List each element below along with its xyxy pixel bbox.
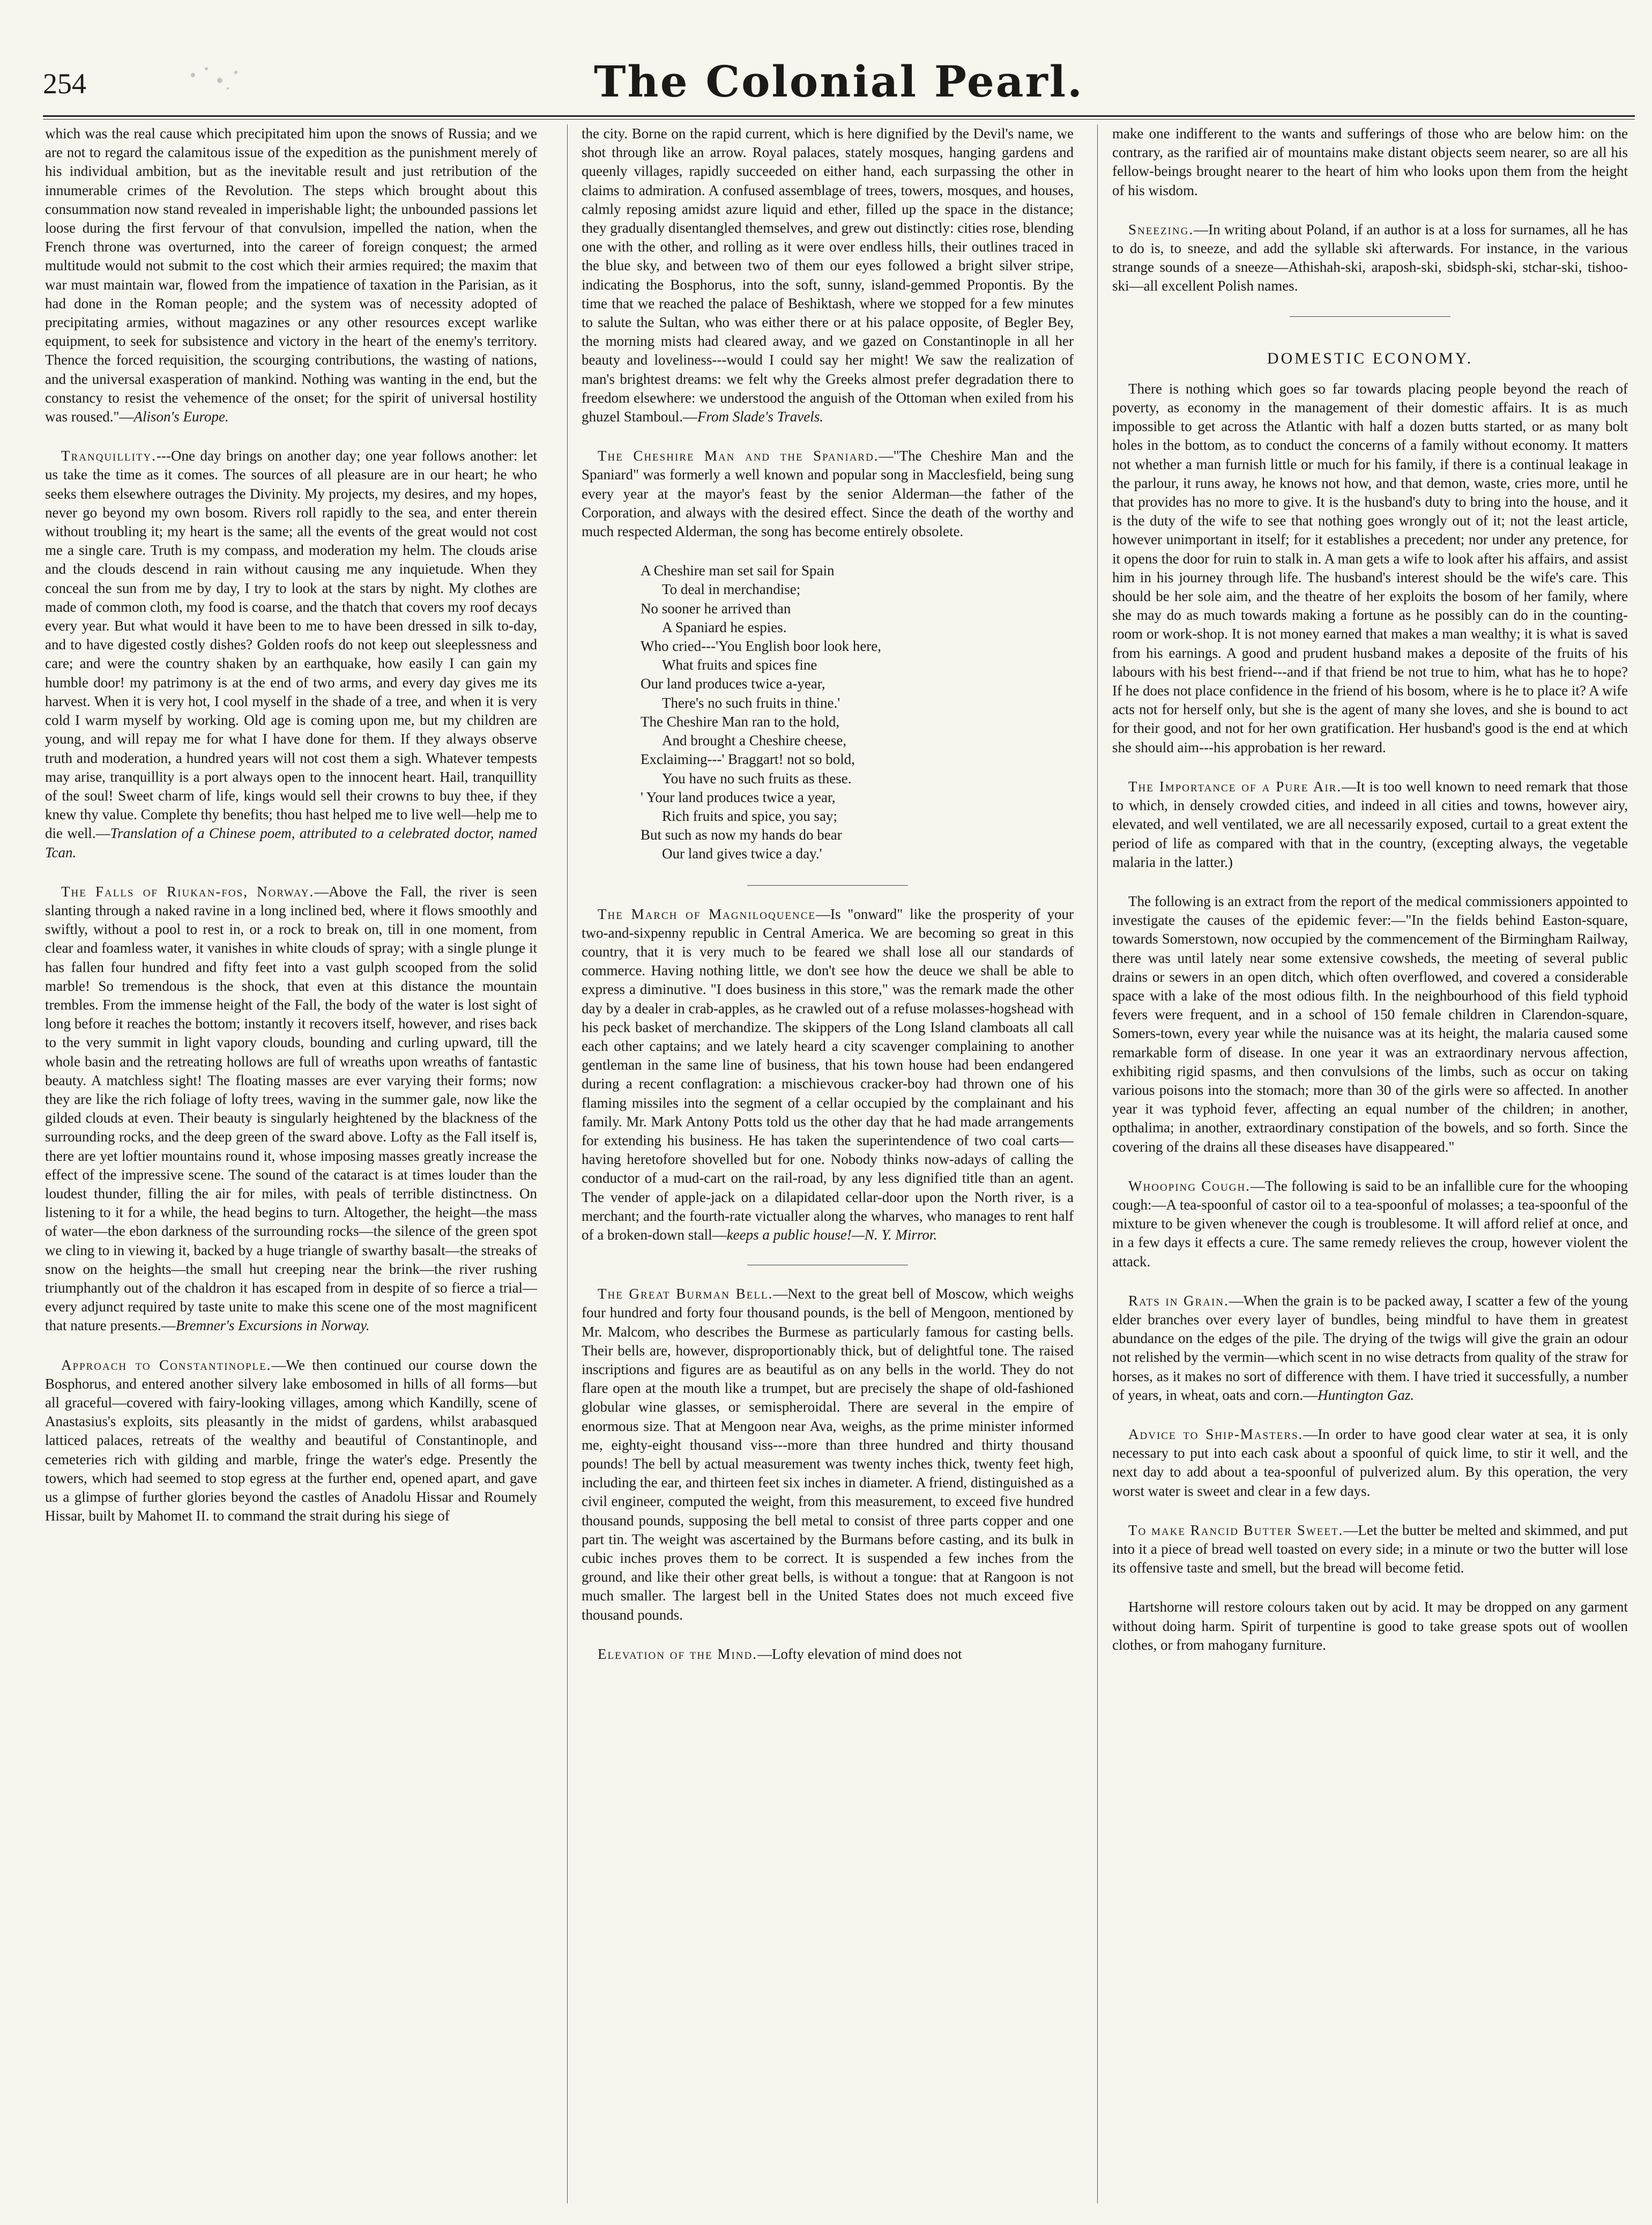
- article-heading: Sneezing.: [1128, 221, 1194, 238]
- poem-line: No sooner he arrived than: [641, 600, 791, 617]
- poem-line: ' Your land produces twice a year,: [641, 789, 836, 805]
- article-hartshorne: Hartshorne will restore colours taken out by acid. It may be dropped on any garment without doing harm. Spirit of turpentine is good to take grease spots out of woollen clothes, or from mahogany furniture.: [1112, 1599, 1628, 1653]
- poem-line: The Cheshire Man ran to the hold,: [641, 713, 840, 730]
- article-heading: Tranquillity.: [61, 448, 157, 464]
- poem-line: You have no such fruits as these.: [662, 770, 852, 787]
- article-whooping-cough: Whooping Cough.—The following is said to be an infallible cure for the whooping cough:—A tea-spoonful of castor oil to a tea-spoonful of molasses; a tea-spoonful of the mixture to be given whenever the cough is troublesome. It will afford relief at once, and in a few days it effects a cure. The same remedy relieves the croup, however violent the attack.: [1112, 1177, 1628, 1270]
- section-divider: [1290, 316, 1450, 317]
- poem: [641, 561, 1074, 863]
- article-tranquillity: Tranquillity.---One day brings on another day; one year follows another: let us take the time as it comes. The sources of all pleasure are in our heart; he who seeks them elsewhere outrages the Divinity. My projects, my desires, and my hopes, never go beyond my own bosom. Rivers roll rapidly to the sea, and enter therein without troubling it; my heart is the same; all the events of the great would not cost me a single care. Truth is my compass, and moderation my helm. The clouds arise and the clouds descend in rain without causing me any inquietude. When they conceal the sun from me by day, I try to look at the stars by night. My clothes are made of common cloth, my food is coarse, and the thatch that covers my roof decays every year. But what would it have been to me to have been dressed in silk to-day, and to have digested costly dishes? Golden roofs do not keep out sleeplessness and care; and were the country shaken by an earthquake, how easily I can gain my humble door! my patrimony is at the end of two arms, and every day gives me its harvest. When it is very hot, I cool myself in the shade of a tree, and when it is very cold I warm myself by working. Old age is coming upon me, but my children are young, and will repay me for what I have done for them. If they always observe truth and moderation, a hundred years will not cost them a sigh. Whatever tempests may arise, tranquillity is a port always open to the innocent heart. Hail, tranquillity of the soul! Sweet charm of life, kings would sell their crowns to buy thee, if they knew thy value. Complete thy benefits; thou hast helped me to live well—help me to die well.—Translation of a Chinese poem, attributed to a celebrated doctor, named Tcan.: [45, 448, 537, 861]
- citation: keeps a public house!—N. Y. Mirror.: [726, 1226, 937, 1243]
- poem-line: What fruits and spices fine: [662, 657, 817, 673]
- article-heading: Rats in Grain.: [1128, 1292, 1229, 1309]
- page-number: 254: [43, 68, 86, 100]
- article-heading: The Importance of a Pure Air.: [1128, 778, 1342, 795]
- article-cheshire-man: The Cheshire Man and the Spaniard.—"The Cheshire Man and the Spaniard" was formerly a well known and popular song in Macclesfield, being sung every year at the mayor's feast by the senior Alderman—the father of the Corporation, and always with the desired effect. Since the death of the worthy and much respected Alderman, the song has become entirely obsolete.: [582, 448, 1074, 540]
- article-ship-masters: Advice to Ship-Masters.—In order to have good clear water at sea, it is only necessary to put into each cask about a spoonful of quick lime, to stir it well, and the next day to add about a tea-spoonful of pulverized alum. By this operation, the very worst water is sweet and clear in a few days.: [1112, 1426, 1628, 1499]
- poem-line: Our land gives twice a day.': [662, 846, 822, 862]
- section-title: DOMESTIC ECONOMY.: [1267, 349, 1474, 367]
- ink-smudge-icon: [177, 59, 252, 97]
- article-rats-grain: Rats in Grain.—When the grain is to be packed away, I scatter a few of the young elder branches over every layer of bundles, being mindful to have them in greatest abundance on the edges of the pile. The drying of the twigs will give the grain an odour not relished by the vermin—which scent in no wise detracts from quality of the straw for horses, as it makes no sort of difference with them. I have tried it successfully, a number of years, in wheat, oats and corn.—Huntington Gaz.: [1112, 1292, 1628, 1403]
- article-heading: The Cheshire Man and the Spaniard.: [598, 448, 879, 464]
- article-rancid-butter: To make Rancid Butter Sweet.—Let the butter be melted and skimmed, and put into it a piece of bread well toasted on every side; in a minute or two the butter will lose its offensive taste and smell, but the bread will become fetid.: [1112, 1522, 1628, 1576]
- poem-line: Rich fruits and spice, you say;: [662, 807, 837, 824]
- poem-line: And brought a Cheshire cheese,: [662, 732, 847, 749]
- citation: Translation of a Chinese poem, attributed to a celebrated doctor, named Tcan.: [45, 825, 537, 861]
- section-divider: [747, 885, 908, 886]
- article-heading: The Great Burman Bell.: [598, 1286, 773, 1302]
- column-2: [582, 124, 1074, 2204]
- column-1: [45, 124, 537, 2204]
- article-heading: Advice to Ship-Masters.: [1128, 1426, 1304, 1442]
- article-heading: The Falls of Riukan-fos, Norway.: [61, 883, 315, 900]
- article-heading: Approach to Constantinople.: [61, 1356, 272, 1373]
- poem-line: Exclaiming---' Braggart! not so bold,: [641, 751, 855, 768]
- article-domestic-economy: There is nothing which goes so far towards placing people beyond the reach of poverty, as economy in the management of their domestic affairs. It is as much impossible to get across the Atlantic with half a dozen butts started, or as many bolt holes in the bottom, as to conduct the concerns of a family without economy. It matters not whether a man furnish little or much for his family, if there is a continual leakage in the parlour, it runs away, he knows not how, and that demon, waste, cries more, until he that provides has no more to give. It is the husband's duty to bring into the house, and it is the duty of the wife to see that nothing goes wrongly out of it; not the least article, however unimportant in itself; for it establishes a precedent; nor under any pretence, for it opens the door for ruin to stalk in. A man gets a wife to look after his affairs, and assist him in his journey through life. The husband's interest should be the wife's care. This should be her sole aim, and the theatre of her exploits the bosom of her family, where she may do as much towards making a fortune as he possibly can do in the counting-room or work-shop. It is not money earned that makes a man wealthy; it is what is saved from his earnings. A good and prudent husband makes a deposite of the fruits of his labours with his best friend---and if that friend be not true to him, what has he to hope? If he does not place confidence in the friend of his bosom, where is he to place it? A wife acts not for herself only, but she is the agent of many she loves, and she is bound to act for their good, and not for her own gratification. Her husband's good is the end at which she should aim---his approbation is her reward.: [1112, 380, 1628, 755]
- article-falls-norway: The Falls of Riukan-fos, Norway.—Above the Fall, the river is seen slanting through a naked ravine in a long inclined bed, where it flows smoothly and swiftly, without a pool to rest in, or a rock to break on, till in one moment, from clear and foamless water, it vanishes in white clouds of spray; with a single plunge it has fallen four hundred and fifty feet into a vast gulph scooped from the solid marble! So tremendous is the shock, that even at this distance the mountain trembles. From the immense height of the Fall, the body of the water is lost sight of long before it reaches the bottom; instantly it recovers itself, however, and rises back to the very summit in light vapory clouds, bounding and curling upward, till the whole basin and the retreating hollows are full of wreaths upon wreaths of fantastic beauty. A matchless sight! The floating masses are ever varying their forms; now they are like the rich foliage of lofty trees, waving in the summer gale, now like the gilded clouds at even. Their beauty is singularly heightened by the blackness of the surrounding rocks, and the deep green of the sward above. Lofty as the Fall itself is, there are yet loftier mountains round it, whose imposing masses greatly increase the effect of the impressive scene. The sound of the cataract is at times louder than the loudest thunder, filling the air for miles, with peals of terrible distinctness. On listening to it for a while, the head begins to turn. Altogether, the height—the mass of water—the ebon darkness of the surrounding rocks—the silence of the green spot we cling to in viewing it, backed by a huge triangle of swarthy basalt—the streaks of snow on the heights—the small hut creeping near the brink—the river rushing triumphantly out of the chaldron it has escaped from in despite of so fierce a trial—every adjunct required by taste unite to make this scene one of the most magnificent that nature presents.—Bremner's Excursions in Norway.: [45, 883, 537, 1334]
- poem-line: A Cheshire man set sail for Spain: [641, 562, 835, 579]
- article-burman-bell: The Great Burman Bell.—Next to the great bell of Moscow, which weighs four hundred and forty four thousand pounds, is the bell of Mengoon, mentioned by Mr. Malcom, who describes the Burmese as particularly famous for casting bells. Their bells are, however, disproportionably thick, but of delightful tone. The raised inscriptions and figures are as beautiful as on any bells in the world. They do not flare open at the mouth like a trumpet, but are precisely the shape of old-fashioned globular wine glasses, or semispheroidal. There are several in the empire of enormous size. That at Mengoon near Ava, weighs, as the prime minister informed me, eighty-eight thousand viss---more than three hundred and thirty thousand pounds! The bell by actual measurement was twenty inches thick, twenty feet high, including the ear, and thirteen feet six inches in diameter. A friend, distinguished as a civil engineer, computed the weight, from this measurement, to exceed five hundred thousand pounds, supposing the bell metal to consist of three parts copper and one part tin. The weight was ascertained by the Burmans before casting, and its bulk in cubic inches proves them to be correct. It is suspended a few inches from the ground, and like their other great bells, is without a tongue: that at Rangoon is not much smaller. The largest bell in the United States does not much exceed five thousand pounds.: [582, 1286, 1074, 1623]
- poem-line: Who cried---'You English boor look here,: [641, 638, 882, 655]
- citation: From Slade's Travels.: [697, 409, 824, 425]
- article-elevation-cont: make one indifferent to the wants and sufferings of those who are below him: on the contrary, as the rarified air of mountains make distant objects seem nearer, so are all his fellow-beings brought nearer to the heart of him who looks upon them from the height of his wisdom.: [1112, 125, 1628, 198]
- citation: Bremner's Excursions in Norway.: [175, 1317, 370, 1334]
- poem-line: There's no such fruits in thine.': [662, 694, 840, 711]
- column-3: [1112, 124, 1628, 2204]
- article-heading: Elevation of the Mind.: [598, 1645, 757, 1662]
- page-header: [43, 56, 1635, 115]
- article-magniloquence: The March of Magniloquence—Is "onward" like the prosperity of your two-and-sixpenny republic in Central America. We are becoming so great in this country, that it is very much to be feared we shall lose all our standards of commerce. Having nothing little, we don't see how the deuce we shall be able to express a diminutive. "I does business in this store," was the remark made the other day by a dealer in crab-apples, as he crawled out of a refuse molasses-hogshead with his peck basket of merchandize. The skippers of the Long Island clamboats all call each other captains; and we lately heard a city scavenger complaining to another gentleman in the same line of business, that his town house had been endangered during a recent conflagration: a mischievous cracker-boy had thrown one of his flaming missiles into the segment of a cellar occupied by the complainant and his family. Mr. Mark Antony Potts told us the other day that he had made arrangements for extending his business. He has taken the superintendence of two coal carts—having heretofore shovelled but for one. Nobody thinks now-adays of calling the conductor of a mud-cart on the rail-road, by any less dignified title than an agent. The vender of apple-jack on a dilapidated cellar-door upon the North river, is a merchant; and the fourth-rate victualler along the wharves, who manages to rent half of a broken-down stall—keeps a public house!—N. Y. Mirror.: [582, 906, 1074, 1243]
- citation: Huntington Gaz.: [1318, 1386, 1415, 1403]
- masthead-title: The Colonial Pearl.: [594, 56, 1084, 107]
- article-heading: To make Rancid Butter Sweet.: [1128, 1522, 1344, 1538]
- article-elevation-mind: Elevation of the Mind.—Lofty elevation of mind does not: [598, 1645, 962, 1662]
- column-divider: [1097, 124, 1098, 2204]
- article-constantinople: Approach to Constantinople.—We then continued our course down the Bosphorus, and entered another silvery lake embosomed in hills of all forms—but all graceful—covered with fairy-looking villages, among which Kandilly, scene of Anastasius's exploits, sits pleasantly in the midst of gardens, whilst arabasqued latticed palaces, retreats of the wealthy and beautiful of Constantinople, and cemeteries rich with gilding and marble, fringe the water's edge. Presently the towers, which had seemed to stop egress at the further end, opened apart, and gave us a glimpse of further glories beyond the castles of Anadolu Hissar and Roumely Hissar, built by Mahomet II. to command the strait during his siege of: [45, 1356, 537, 1524]
- citation: Alison's Europe.: [133, 409, 229, 425]
- header-rule-thick: [43, 115, 1635, 117]
- article-pure-air: The Importance of a Pure Air.—It is too well known to need remark that those to which, in densely crowded cities, and indeed in all cities and towns, however airy, elevated, and well ventilated, we are all necessarily exposed, curtail to a great extent the period of life as compared with that in the country, (excepting always, the vegetable malaria in the latter.): [1112, 778, 1628, 870]
- poem-line: A Spaniard he espies.: [662, 619, 787, 635]
- article-heading: Whooping Cough.: [1128, 1177, 1251, 1194]
- poem-line: Our land produces twice a-year,: [641, 676, 825, 692]
- article-alison: which was the real cause which precipitated him upon the snows of Russia; and we are not to regard the calamitous issue of the expedition as the punishment merely of his individual ambition, but as the inevitable result and just retribution of the innumerable crimes of the Revolution. The steps which brought about this consummation now stand revealed in imperishable light; the unbounded passions let loose during the first fervour of that convulsion, impelled the nation, when the French throne was overturned, into the career of foreign conquest; the armed multitude would not submit to the cost which their armies required; the maxim that war must maintain war, flowed from the impatience of taxation in the Parisian, as it had done in the Roman people; and the system was of necessity adopted of precipitating armies, without magazines or any other resources except warlike equipment, to seek for subsistence and victory in the heart of the enemy's territory. Thence the forced requisition, the scourging contributions, the wasting of nations, and the universal exasperation of mankind. Nothing was wanting in the end, but the constancy to resist the vehemence of the onset; for the spirit of universal hostility was roused."—Alison's Europe.: [45, 125, 537, 425]
- poem-line: But such as now my hands do bear: [641, 827, 842, 843]
- article-pure-air-extract: The following is an extract from the report of the medical commissioners appointed to investigate the causes of the epidemic fever:—"In the fields behind Easton-square, towards Somerstown, now occupied by the commencement of the Birmingham Railway, there was until lately near some extensive cowsheds, the meeting of several public drains or sewers in an open ditch, which often overflowed, and covered a considerable space with a lake of the most odious filth. In the neighbourhood of this field typhoid fevers were frequent, and in a school of 150 female children in Clarendon-square, Somers-town, every year while the nuisance was at its height, the malaria caused some remarkable form of disease. In one year it was an extraordinary nervous affection, exhibiting rigid spasms, and then convulsions of the limbs, such as occur on taking various poisons into the stomach; more than 30 of the girls were so affected. In another year it was typhoid fever, affecting an equal number of the children; in another, opthalima; in another, extraordinary constipation of the bowels, and so forth. Since the covering of the drains all these diseases have disappeared.": [1112, 893, 1628, 1155]
- article-heading: The March of Magniloquence: [598, 906, 816, 922]
- column-divider: [567, 124, 568, 2204]
- poem-line: To deal in merchandise;: [662, 581, 801, 598]
- article-sneezing: Sneezing.—In writing about Poland, if an author is at a loss for surnames, all he has to do is, to sneeze, and add the syllable ski afterwards. For instance, in the various strange sounds of a sneeze—Athishah-ski, araposh-ski, sbidsph-ski, stchar-ski, tishoo-ski—all excellent Polish names.: [1112, 221, 1628, 294]
- article-constantinople-cont: the city. Borne on the rapid current, which is here dignified by the Devil's name, we shot through like an arrow. Royal palaces, stately mosques, hanging gardens and queenly villages, rapidly succeeded on either hand, each surpassing the other in claims to admiration. A confused assemblage of trees, towers, mosques, and houses, calmly reposing amidst azure liquid and ether, filled up the space in the distance; they gradually disentangled themselves, and grew out distinctly: cities rose, blending one with the other, and rolling as it were over endless hills, their outlines traced in the blue sky, and between two of them our eyes followed a bright silver stripe, indicating the Bosphorus, into the soft, sunny, island-gemmed Propontis. By the time that we reached the palace of Beshiktash, where we stopped for a few minutes to salute the Sultan, who was either there or at his palace opposite, of Begler Bey, the morning mists had cleared away, and we gazed on Constantinople in all her beauty and loveliness---would I could say her might! We saw the realization of man's brightest dreams: we felt why the Greeks almost prefer degradation there to freedom elsewhere: we understood the anguish of the Ottoman when exiled from his ghuzel Stamboul.—From Slade's Travels.: [582, 125, 1074, 425]
- header-rule-thin: [43, 119, 1635, 120]
